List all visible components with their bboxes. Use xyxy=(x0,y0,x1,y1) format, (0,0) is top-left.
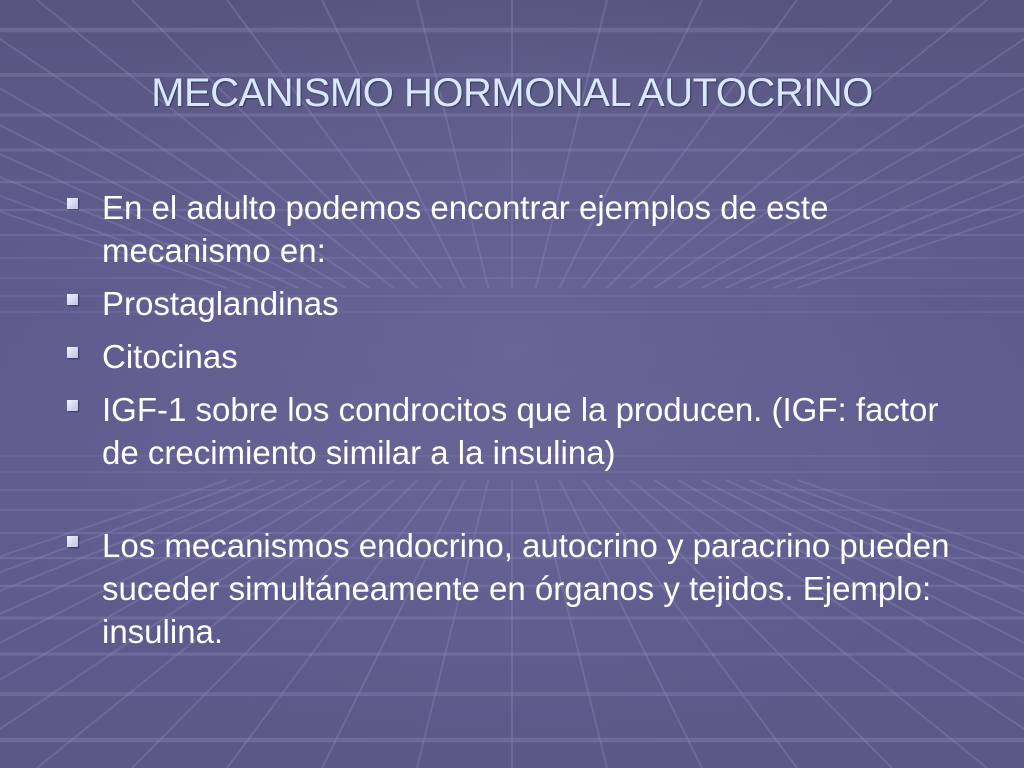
bullet-text: Prostaglandinas xyxy=(102,285,339,322)
square-bullet-icon xyxy=(67,347,78,358)
square-bullet-icon xyxy=(67,536,78,547)
bullet-item xyxy=(62,186,962,272)
bullet-item xyxy=(62,524,962,653)
square-bullet-icon xyxy=(67,294,78,305)
bullet-text: Los mecanismos endocrino, autocrino y paracrino pueden suceder simultáneamente en órganos y tejidos. Ejemplo: insulina. xyxy=(102,527,950,650)
square-bullet-icon xyxy=(67,198,78,209)
bullet-text: Citocinas xyxy=(102,338,238,375)
bullet-item xyxy=(62,282,962,325)
bullet-item xyxy=(62,335,962,378)
slide-title: MECANISMO HORMONAL AUTOCRINO xyxy=(151,71,873,115)
bullet-text: IGF-1 sobre los condrocitos que la producen. (IGF: factor de crecimiento similar a la insulina) xyxy=(102,391,939,471)
bullet-item xyxy=(62,388,962,474)
square-bullet-icon xyxy=(67,400,78,411)
bullet-list xyxy=(62,186,962,663)
bullet-text: En el adulto podemos encontrar ejemplos de este mecanismo en: xyxy=(102,189,829,269)
